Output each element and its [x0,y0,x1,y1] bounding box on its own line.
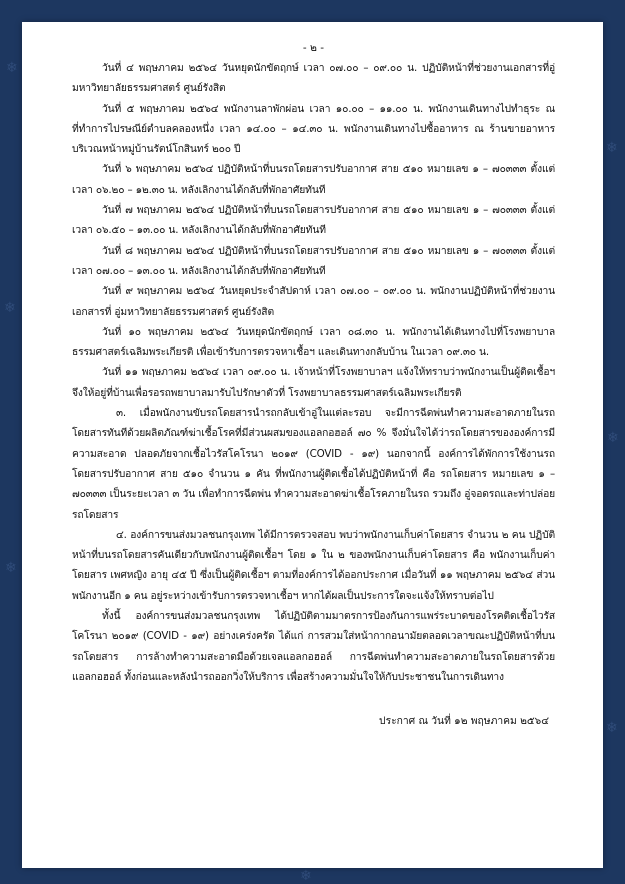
paragraph-may-4: วันที่ ๔ พฤษภาคม ๒๕๖๔ วันหยุดนักขัตฤกษ์ เวลา ๐๗.๐๐ – ๐๙.๐๐ น. ปฏิบัติหน้าที่ช่วยงานเอกสารที่อู่มหาวิทยาลัยธรรมศาสตร์ ศูนย์รังสิต [72,62,555,95]
snowflake-icon: ❄ [607,430,619,446]
paragraph-may-10: วันที่ ๑๐ พฤษภาคม ๒๕๖๔ วันหยุดนักขัตฤกษ์ เวลา ๐๘.๓๐ น. พนักงานได้เดินทางไปที่โรงพยาบาลธรรมศาสตร์เฉลิมพระเกียรติ เพื่อเข้ารับการตรวจหาเชื้อฯ และเดินทางกลับบ้าน ในเวลา ๐๙.๓๐ น. [72,325,555,359]
page-number: - ๒ - [302,42,325,54]
paragraph-closing: ทั้งนี้ องค์การขนส่งมวลชนกรุงเทพ ได้ปฏิบัติตามมาตรการป้องกันการแพร่ระบาดของโรคติดเชื้อไวรัสโคโรนา ๒๐๑๙ (COVID - ๑๙) อย่างเคร่งครัด ได้แก่ การสวมใส่หน้ากากอนามัยตลอดเวลาขณะปฏิบัติหน้าที่บนรถโดยสาร การล้างทำความสะอาดมือด้วยเจลแอลกอฮอล์ การฉีดพ่นทำความสะอาดภายในรถโดยสารด้วยแอลกอฮอล์ ทั้งก่อนและหลังนำรถออกวิ่งให้บริการ เพื่อสร้างความมั่นใจให้กับประชาชนในการเดินทาง [72,610,555,683]
paragraph-item-3: ๓. เมื่อพนักงานขับรถโดยสารนำรถกลับเข้าอู่ในแต่ละรอบ จะมีการฉีดพ่นทำความสะอาดภายในรถโดยสารทันทีด้วยผลิตภัณฑ์ฆ่าเชื้อโรคที่มีส่วนผสมของแอลกอฮอล์ ๗๐ % จึงมั่นใจได้ว่ารถโดยสารขององค์การมีความสะอาด ปลอดภัยจากเชื้อไวรัสโคโรนา ๒๐๑๙ (COVID - ๑๙) นอกจากนี้ องค์การได้พักการใช้งานรถโดยสารปรับอากาศ สาย ๕๑๐ จำนวน ๑ คัน ที่พนักงานผู้ติดเชื้อได้ปฏิบัติหน้าที่ คือ รถโดยสาร หมายเลข ๑ – ๗๐๓๓๓ เป็นระยะเวลา ๓ วัน เพื่อทำการฉีดพ่น ทำความสะอาดฆ่าเชื้อโรคภายในรถ รวมถึง อู่จอดรถและท่าปล่อยรถโดยสาร [72,407,555,521]
paragraph-item-4: ๔. องค์การขนส่งมวลชนกรุงเทพ ได้มีการตรวจสอบ พบว่าพนักงานเก็บค่าโดยสาร จำนวน ๒ คน ปฏิบัติหน้าที่บนรถโดยสารคันเดียวกับพนักงานผู้ติดเชื้อฯ โดย ๑ ใน ๒ ของพนักงานเก็บค่าโดยสาร คือ พนักงานเก็บค่าโดยสาร เพศหญิง อายุ ๔๕ ปี ซึ่งเป็นผู้ติดเชื้อฯ ตามที่องค์การได้ออกประกาศ เมื่อวันที่ ๑๑ พฤษภาคม ๒๕๖๔ ส่วนพนักงานอีก ๑ คน อยู่ระหว่างเข้ารับการตรวจหาเชื้อฯ หากได้ผลเป็นประการใดจะแจ้งให้ทราบต่อไป [72,528,555,602]
snowflake-icon: ❄ [606,720,618,736]
snowflake-icon: ❄ [606,140,618,156]
paragraph-may-6: วันที่ ๖ พฤษภาคม ๒๕๖๔ ปฏิบัติหน้าที่บนรถโดยสารปรับอากาศ สาย ๕๑๐ หมายเลข ๑ – ๗๐๓๓๓ ตั้งแต่เวลา ๐๖.๒๐ – ๑๒.๓๐ น. หลังเลิกงานได้กลับที่พักอาศัยทันที [72,163,555,196]
paragraph-may-5: วันที่ ๕ พฤษภาคม ๒๕๖๔ พนักงานลาพักผ่อน เวลา ๑๐.๐๐ – ๑๑.๐๐ น. พนักงานเดินทางไปทำธุระ ณ ที่ทำการไปรษณีย์ตำบลคลองหนึ่ง เวลา ๑๔.๐๐ – ๑๔.๓๐ น. พนักงานเดินทางไปซื้ออาหาร ณ ร้านขายอาหารบริเวณหน้าหมู่บ้านรัตน์โกสินทร์ ๒๐๐ ปี [72,102,555,156]
document-page [22,22,603,868]
snowflake-icon: ❄ [4,300,16,316]
paragraph-may-7: วันที่ ๗ พฤษภาคม ๒๕๖๔ ปฏิบัติหน้าที่บนรถโดยสารปรับอากาศ สาย ๕๑๐ หมายเลข ๑ – ๗๐๓๓๓ ตั้งแต่เวลา ๐๖.๕๐ – ๑๓.๐๐ น. หลังเลิกงานได้กลับที่พักอาศัยทันที [72,204,555,237]
snowflake-icon: ❄ [6,60,18,76]
paragraph-may-8: วันที่ ๘ พฤษภาคม ๒๕๖๔ ปฏิบัติหน้าที่บนรถโดยสารปรับอากาศ สาย ๕๑๐ หมายเลข ๑ – ๗๐๓๓๓ ตั้งแต่เวลา ๐๗.๐๐ – ๑๓.๐๐ น. หลังเลิกงานได้กลับที่พักอาศัยทันที [72,244,555,277]
paragraph-may-11: วันที่ ๑๑ พฤษภาคม ๒๕๖๔ เวลา ๐๙.๐๐ น. เจ้าหน้าที่โรงพยาบาลฯ แจ้งให้ทราบว่าพนักงานเป็นผู้ติดเชื้อฯ จึงให้อยู่ที่บ้านเพื่อรอรถพยาบาลมารับไปรักษาตัวที่ โรงพยาบาลธรรมศาสตร์เฉลิมพระเกียรติ [72,366,555,399]
paragraph-may-9: วันที่ ๙ พฤษภาคม ๒๕๖๔ วันหยุดประจำสัปดาห์ เวลา ๐๗.๐๐ – ๐๙.๐๐ น. พนักงานปฏิบัติหน้าที่ช่วยงานเอกสารที่ อู่มหาวิทยาลัยธรรมศาสตร์ ศูนย์รังสิต [72,285,555,318]
snowflake-icon: ❄ [5,560,17,576]
announcement-date: ประกาศ ณ วันที่ ๑๒ พฤษภาคม ๒๕๖๔ [379,715,549,728]
snowflake-icon: ❄ [300,868,312,884]
